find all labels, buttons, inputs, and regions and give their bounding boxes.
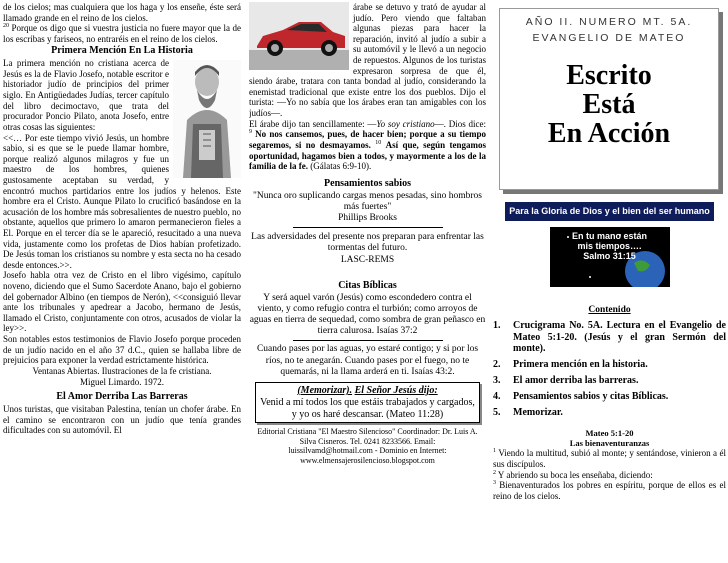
issue-gospel: EVANGELIO DE MATEO (532, 31, 686, 44)
paragraph-text: árabe se detuvo y trató de ayudar al judío. Pero viendo que faltaban algunas piezas para hacer la reparación, invitó al judío a subir a su automóvil y le llevó a un negocio de repuestos. Algunos de los turistas expresaron sorpresa de que él, siendo árabe, tratara con tanta bondad al judío, considerando la enemistad tradicional que existe entre los dos pueblos. Dijo el turista: —Yo no sabía que los árabes eran tan amigables con los judíos—. (249, 2, 486, 119)
cita-isaias-37: Y será aquel varón (Jesús) como escondedero contra el viento, y como refugio contra el turbión; como arroyos de aguas en tierra de sequedad, como sombra de gran peñasco en tierra calurosa. Isaías 37:2 (249, 292, 486, 337)
contents-item-text: El amor derriba las barreras. (513, 375, 639, 386)
divider (293, 340, 443, 341)
contents-item-text: Memorizar. (513, 406, 563, 418)
contents-item-number: 4. (493, 390, 501, 402)
earth-image (550, 227, 670, 287)
title-en-accion: En Acción (547, 118, 671, 150)
heading-pensamientos: Pensamientos sabios (324, 177, 411, 189)
contents-item-number: 1. (493, 319, 501, 331)
paragraph-josefo-second: Josefo habla otra vez de Cristo en el libro vigésimo, capítulo noveno, diciendo que el Sumo Sacerdote Anano, bajo el gobierno del gobernador Albino (en tiempos de Nerón), <<consiguió llevar ante los tribunales y apedrear a Jacobo, hermano de Jesús, llamado el Cristo, conjuntamente con otros, acusados de violar la ley>>. (3, 270, 241, 334)
verse-20 (3, 23, 241, 44)
title-esta: Está (582, 88, 636, 120)
verse-number: 1 (493, 448, 496, 455)
cita-isaias-43: Cuando pases por las aguas, yo estaré contigo; y si por los ríos, no te anegarán. Cuando pases por el fuego, no te quemarás, ni la llama arderá en ti. Isaías 43:2. (256, 344, 479, 377)
contents-item-number: 2. (493, 359, 501, 371)
contents-item-number: 5. (493, 406, 501, 418)
verse-1 (493, 448, 726, 469)
contents-item (493, 359, 726, 371)
earth-text-3: Salmo 31:15 (583, 251, 636, 262)
column-middle (249, 2, 486, 562)
verse-number: 2 (493, 469, 496, 476)
title-block (499, 8, 719, 190)
verse-9: No nos cansemos, pues, de hacer bien; porque a su tiempo segaremos, si no desmayamos. (249, 129, 486, 150)
reading-reference: Mateo 5:1-20 (585, 428, 634, 439)
text-part: —. Dios dice: (434, 118, 486, 129)
contents-item (493, 320, 726, 355)
memorize-lord-label: El Señor Jesús dijo: (354, 384, 438, 396)
josephus-portrait-image (173, 60, 241, 178)
heading-citas: Citas Bíblicas (338, 279, 397, 291)
contents-item-text: Pensamientos sabios y citas Bíblicas. (513, 390, 669, 402)
footer-email: luissilvamd@hotmail.com - Dominio en Internet: (288, 446, 447, 456)
source-line-2: Miguel Limardo. 1972. (80, 376, 164, 387)
heading-amor-derriba: El Amor Derriba Las Barreras (56, 391, 188, 403)
earth-text-1: En tu mano están (571, 230, 647, 241)
verse-number: 10 (375, 139, 382, 146)
heading-primera-mencion: Primera Mención En La Historia (51, 45, 193, 57)
verse-3 (493, 480, 726, 501)
paragraph-text: La primera mención no cristiana acerca de Jesús es la de Flavio Josefo, notable escritor e historiador judío de principios del primer siglo. En Antigüedades Judías, tercer capítulo del libro decimoctavo, que trata del procurador Poncio Pilato, anota Josefo, entre otras cosas las siguientes: (3, 58, 169, 132)
memorize-label: (Memorizar). (297, 384, 353, 396)
paragraph-amor-continued (249, 2, 486, 119)
intro-text: de los cielos; mas cualquiera que los haga y los enseñe, éste será llamado grande en el reino de los cielos. (3, 2, 241, 23)
verse-number: 9 (249, 129, 252, 136)
contents-item-number: 3. (493, 375, 501, 386)
verse-10: Así que, según tengamos oportunidad, hagamos bien a todos, y mayormente a los de la familia de la fe. (249, 139, 486, 172)
divider (293, 227, 443, 228)
contents (493, 305, 726, 419)
paragraph-josefo-intro (3, 58, 241, 132)
quote-yo-soy-cristiano: Yo soy cristiano (376, 118, 435, 129)
paragraph-arab-answer (249, 119, 486, 172)
source-line-1: Ventanas Abiertas. Ilustraciones de la fe cristiana. (32, 365, 212, 376)
quote-lasc: Las adversidades del presente nos preparan para enfrentar las tormentas del futuro. (251, 232, 484, 254)
contents-item-text: Primera mención en la historia. (513, 359, 648, 371)
memorize-text: Venid a mí todos los que estáis trabajados y cargados, y yo os haré descansar. (260, 396, 475, 420)
banner-gloria: Para la Gloria de Dios y el bien del ser humano (505, 202, 714, 221)
quote-brooks-author: Phillips Brooks (338, 212, 397, 223)
paragraph-amor-start: Unos turistas, que visitaban Palestina, tenían un chofer árabe. En el camino se encontraron con un judío que tenía grandes dificultades con su automóvil. El (3, 403, 241, 436)
text-part: El árabe dijo tan sencillamente: — (249, 118, 377, 129)
memorize-box (255, 382, 480, 423)
contents-item (493, 407, 726, 419)
contents-item (493, 375, 726, 387)
reading-heading: Las bienaventuranzas (569, 438, 650, 449)
contents-item (493, 391, 726, 403)
issue-number: AÑO II. NUMERO MT. 5A. (525, 16, 693, 28)
verse-text: Porque os digo que si vuestra justicia no fuere mayor que la de los escribas y fariseos, no entraréis en el reino de los cielos. (3, 23, 241, 44)
earth-text-2: mis tiempos…. (577, 240, 642, 251)
paragraph-josefo-quote: <<… Por este tiempo vivió Jesús, un hombre sabio, si es que se le puede llamar hombre, porque realizó algunos milagros y fue un maestro de los hombres, quienes gustosamente aceptaban su verdad, y encontró muchos partidarios entre los judíos y helenos. Este hombre era el Cristo. Aunque Pilato lo crucificó basándose en la acusación de los hombre más sobresalientes de nuestro pueblo, no obstante, aquellos que primero lo amaron permanecieron fieles a El. Porque en el tercer día se le apareció, resucitado a una nueva vida, justamente como los profetas de Dios habían profetizado. De Jesús toman los cristianos su nombre y esta secta no ha cesado desde entonces.>>. (3, 132, 241, 270)
paragraph-josefo-notes: Son notables estos testimonios de Flavio Josefo porque proceden de un judío nacido en el año 37 d.C., quien se hallaba libre de prejuicios para exponer la verdad estrictamente histórica. (3, 334, 241, 366)
column-left (3, 2, 241, 562)
verse-reference: (Gálatas 6:9-10). (310, 161, 372, 172)
verse-text: Viendo la multitud, subió al monte; y sentándose, vinieron a él sus discípulos. (493, 448, 726, 470)
contents-item-text: Crucigrama No. 5A. Lectura en el Evangelio de Mateo 5:1-20. (Jesús y el gran Sermón del monte). (513, 319, 726, 355)
quote-brooks: "Nunca oro suplicando cargas menos pesadas, sino hombros más fuertes" (252, 190, 483, 212)
verse-2 (493, 470, 726, 481)
verse-text: Y abriendo su boca les enseñaba, diciendo: (497, 469, 653, 480)
contents-heading: Contenido (588, 304, 631, 315)
title-escrito: Escrito (566, 59, 652, 91)
contents-list (493, 320, 726, 419)
memorize-reference: (Mateo 11:28) (386, 408, 444, 420)
verse-number: 20 (3, 23, 9, 30)
footer-editorial: Editorial Cristiana "El Maestro Silencioso" Coordinador: Dr. Luis A. Silva Cisneros. Tel. 0241 8233566. Email: (257, 427, 478, 446)
verse-text: Bienaventurados los pobres en espíritu, porque de ellos es el reino de los cielos. (493, 480, 726, 501)
column-right (493, 2, 726, 562)
footer-website: www.elmensajerosilencioso.blogspot.com (300, 455, 435, 465)
quote-lasc-author: LASC-REMS (340, 254, 395, 265)
car-image (249, 2, 349, 70)
verse-number: 3 (493, 480, 496, 487)
